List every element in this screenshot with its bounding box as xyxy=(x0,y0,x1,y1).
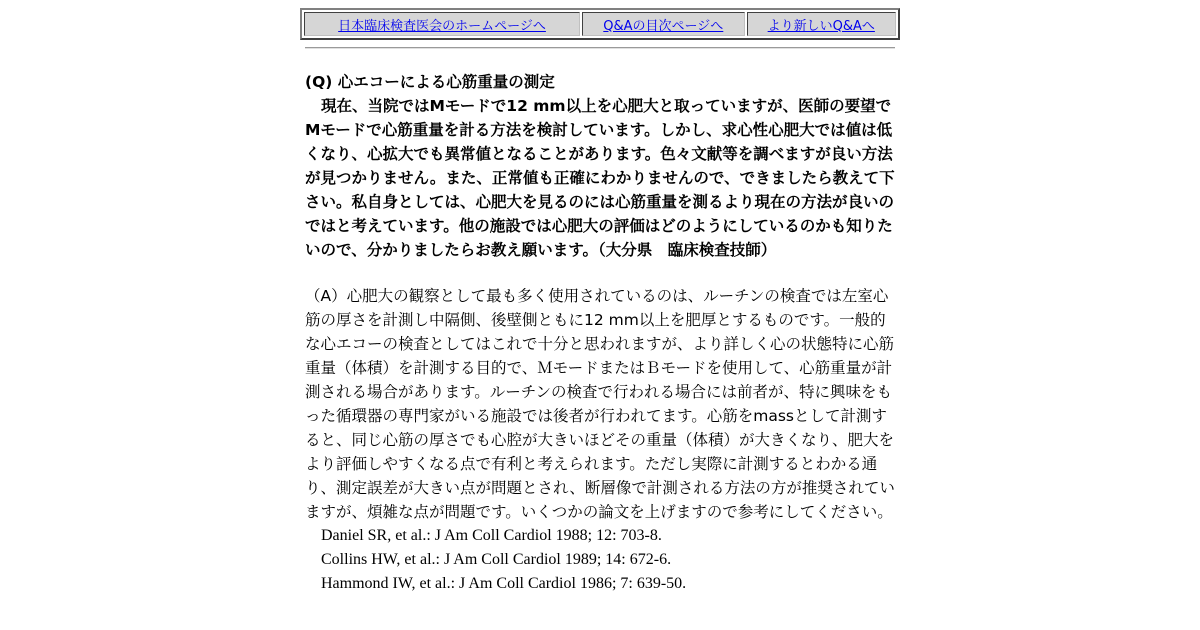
question-body: 現在、当院ではMモードで12 mm以上を心肥大と取っていますが、医師の要望でMモードで心筋重量を計る方法を検討しています。しかし、求心性心肥大では値は低くなり、心拡大でも異常値となることがあります。色々文献等を調べますが良い方法が見つかりません。また、正常値も正確にわかりませんので、できましたら教えて下さい。私自身としては、心肥大を見るのには心筋重量を測るより現在の方法が良いのではと考えています。他の施設では心肥大の評価はどのようにしているのかも知りたいので、分かりましたらお教え願います。（大分県 臨床検査技師） xyxy=(305,97,895,259)
navigation-bar xyxy=(300,8,900,40)
nav-cell-home xyxy=(304,12,580,36)
question-title: (Q) 心エコーによる心筋重量の測定 xyxy=(305,73,555,91)
reference-item: Hammond IW, et al.: J Am Coll Cardiol 1986; 7: 639-50. xyxy=(321,575,687,592)
reference-list xyxy=(305,524,897,596)
nav-cell-newer xyxy=(747,12,897,36)
newer-qa-link[interactable]: より新しいQ&Aへ xyxy=(767,18,875,34)
main-content xyxy=(305,70,897,596)
home-page-link[interactable]: 日本臨床検査医会のホームページへ xyxy=(338,18,546,34)
answer-block xyxy=(305,284,897,596)
answer-body: （A）心肥大の観察として最も多く使用されているのは、ルーチンの検査では左室心筋の厚さを計測し中隔側、後壁側ともに12 mm以上を肥厚とするものです。一般的な心エコーの検査としてはこれで十分と思われますが、より詳しく心の状態特に心筋重量（体積）を計測する目的で、ＭモードまたはＢモードを使用して、心筋重量が計測される場合があります。ルーチンの検査で行われる場合には前者が、特に興味をもった循環器の専門家がいる施設では後者が行われてます。心筋をmassとして計測すると、同じ心筋の厚さでも心腔が大きいほどその重量（体積）が大きくなり、肥大をより評価しやすくなる点で有利と考えられます。ただし実際に計測するとわかる通り、測定誤差が大きい点が問題とされ、断層像で計測される方法の方が推奨されていますが、煩雑な点が問題です。いくつかの論文を上げますので参考にしてください。 xyxy=(305,287,895,521)
qa-index-link[interactable]: Q&Aの目次ページへ xyxy=(603,18,724,34)
horizontal-divider xyxy=(305,47,895,49)
question-block xyxy=(305,70,897,262)
reference-item: Daniel SR, et al.: J Am Coll Cardiol 1988; 12: 703-8. xyxy=(321,527,662,544)
reference-item: Collins HW, et al.: J Am Coll Cardiol 1989; 14: 672-6. xyxy=(321,551,672,568)
nav-cell-index xyxy=(582,12,744,36)
